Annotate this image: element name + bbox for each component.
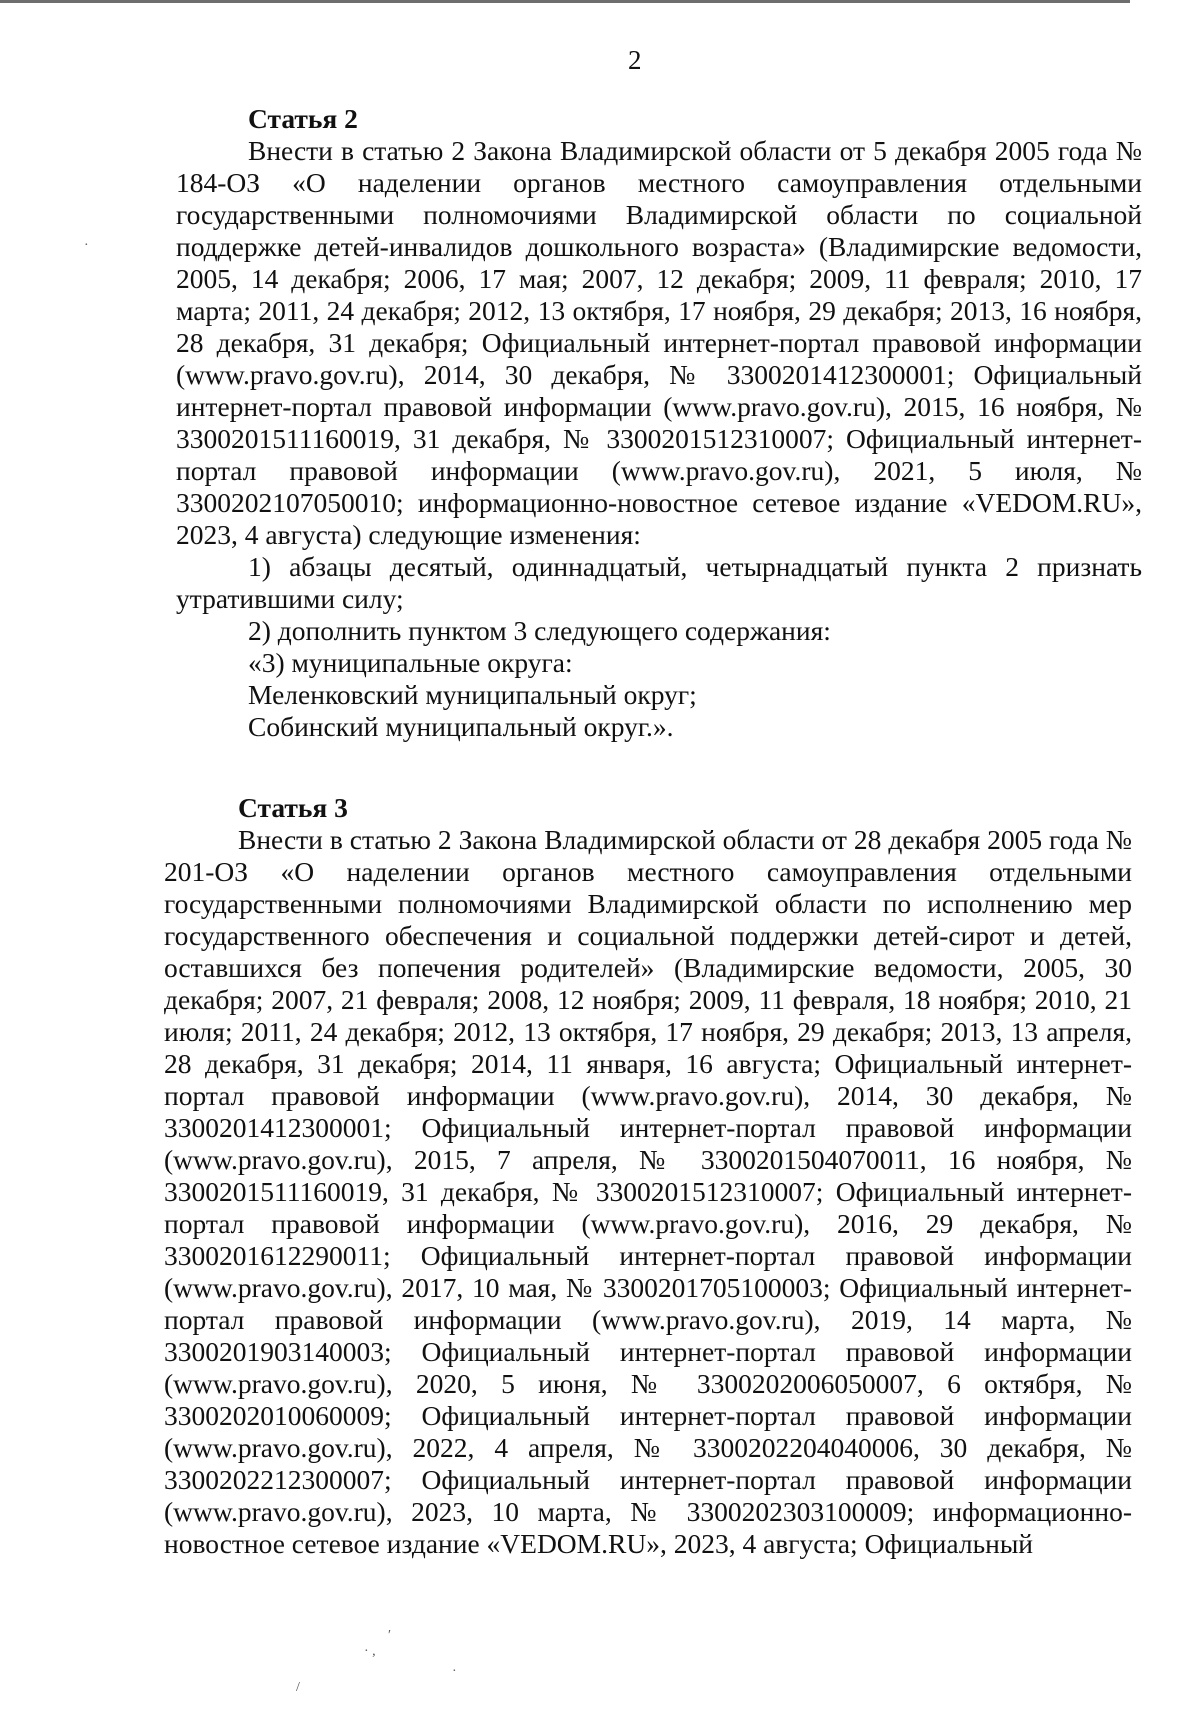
scan-top-border xyxy=(0,0,1130,3)
article-2-quote-line-2: Меленковский муниципальный округ; xyxy=(248,679,697,710)
page-number: 2 xyxy=(628,45,642,75)
article-2-item-1: 1) абзацы десятый, одиннадцатый, четырнадцатый пункта 2 признать утратившими силу; xyxy=(176,551,1142,614)
article-2-intro: Внести в статью 2 Закона Владимирской области от 5 декабря 2005 года № 184-ОЗ «О наделении органов местного самоуправления отдельными государственными полномочиями Владимирской области по социальной поддержке детей-инвалидов дошкольного возраста» (Владимирские ведомости, 2005, 14 декабря; 2006, 17 мая; 2007, 12 декабря; 2009, 11 февраля; 2010, 17 марта; 2011, 24 декабря; 2012, 13 октября, 17 ноября, 29 декабря; 2013, 16 ноября, 28 декабря, 31 декабря; Официальный интернет-портал правовой информации (www.pravo.gov.ru), 2014, 30 декабря, № 3300201412300001; Официальный интернет-портал правовой информации (www.pravo.gov.ru), 2015, 16 ноября, № 3300201511160019, 31 декабря, № 3300201512310007; Официальный интернет-портал правовой информации (www.pravo.gov.ru), 2021, 5 июля, № 3300202107050010; информационно-новостное сетевое издание «VEDOM.RU», 2023, 4 августа) следующие изменения: xyxy=(176,135,1142,550)
article-2-quote-line-3: Собинский муниципальный округ.». xyxy=(248,711,674,742)
article-3-heading: Статья 3 xyxy=(238,792,348,823)
article-3 xyxy=(164,792,1132,1560)
article-2-quote-line-1: «3) муниципальные округа: xyxy=(248,647,573,678)
article-2-heading: Статья 2 xyxy=(248,103,358,134)
article-2-item-2: 2) дополнить пунктом 3 следующего содержания: xyxy=(248,615,831,646)
article-2 xyxy=(176,103,1142,743)
article-3-text: Внести в статью 2 Закона Владимирской области от 28 декабря 2005 года № 201-ОЗ «О наделении органов местного самоуправления отдельными государственными полномочиями Владимирской области по исполнению мер государственного обеспечения и социальной поддержки детей-сирот и детей, оставшихся без попечения родителей» (Владимирские ведомости, 2005, 30 декабря; 2007, 21 февраля; 2008, 12 ноября; 2009, 11 февраля, 18 ноября; 2010, 21 июля; 2011, 24 декабря; 2012, 13 октября, 17 ноября, 29 декабря; 2013, 13 апреля, 28 декабря, 31 декабря; 2014, 11 января, 16 августа; Официальный интернет-портал правовой информации (www.pravo.gov.ru), 2014, 30 декабря, № 3300201412300001; Официальный интернет-портал правовой информации (www.pravo.gov.ru), 2015, 7 апреля, № 3300201504070011, 16 ноября, № 3300201511160019, 31 декабря, № 3300201512310007; Официальный интернет-портал правовой информации (www.pravo.gov.ru), 2016, 29 декабря, № 3300201612290011; Официальный интернет-портал правовой информации (www.pravo.gov.ru), 2017, 10 мая, № 3300201705100003; Официальный интернет-портал правовой информации (www.pravo.gov.ru), 2019, 14 марта, № 3300201903140003; Официальный интернет-портал правовой информации (www.pravo.gov.ru), 2020, 5 июня, № 3300202006050007, 6 октября, № 3300202010060009; Официальный интернет-портал правовой информации (www.pravo.gov.ru), 2022, 4 апреля, № 3300202204040006, 30 декабря, № 3300202212300007; Официальный интернет-портал правовой информации (www.pravo.gov.ru), 2023, 10 марта, № 3300202303100009; информационно-новостное сетевое издание «VEDOM.RU», 2023, 4 августа; Официальный xyxy=(164,824,1132,1559)
